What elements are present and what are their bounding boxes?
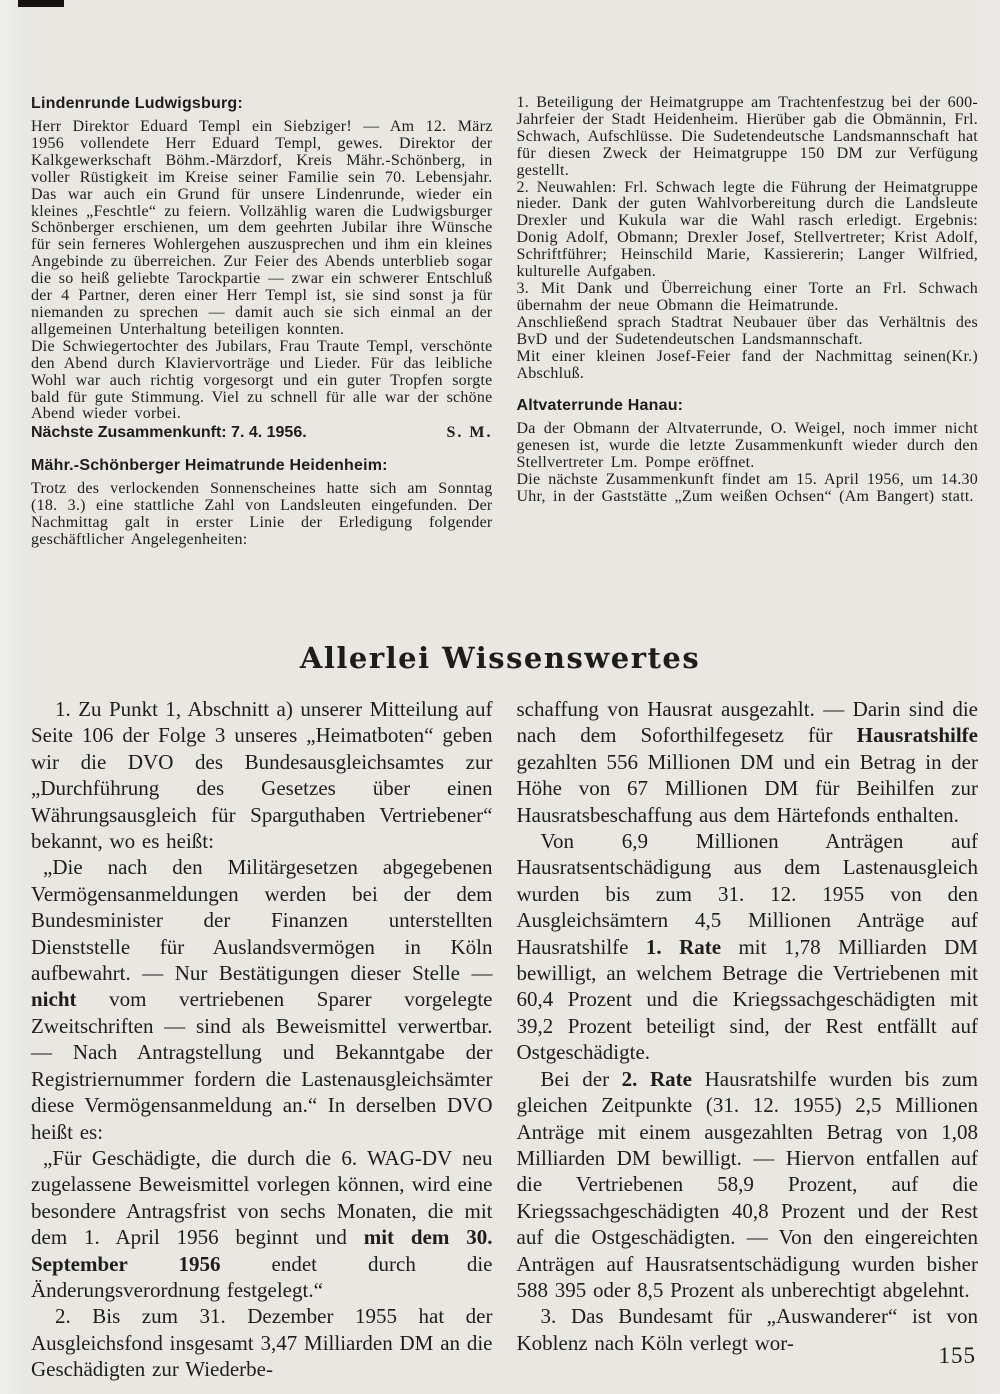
- body-paragraph: Trotz des verlockenden Sonnenscheines hatte sich am Sonntag (18. 3.) eine stattliche Zahl von Landsleuten eingefunden. Der Nachmittag galt in erster Linie der Erledigung folgender geschäftlicher Angelegenheiten:: [31, 480, 493, 549]
- local-news-right-column: [517, 95, 979, 549]
- article-paragraph: „Die nach den Militärgesetzen abgegebenen Vermögensanmeldungen werden bei der dem Bundesminister der Finanzen unterstellten Dienststelle für Auslandsvermögen in Köln aufbewahrt. — Nur Bestätigungen dieser Stelle — nicht vom vertriebenen Sparer vorgelegte Zweitschriften — sind als Beweismittel verwertbar. — Nach Antragstellung und Bekanntgabe der Registriernummer fordern die Lastenausgleichsämter diese Vermögensanmeldung an.“ In derselben DVO heißt es:: [31, 855, 493, 1144]
- author-initials: S. M.: [446, 424, 493, 442]
- section-heading-heimatrunde-heidenheim: Mähr.-Schönberger Heimatrunde Heidenheim:: [31, 457, 388, 475]
- bold-emphasis: 1. Rate: [645, 934, 722, 959]
- page-number: 155: [938, 1343, 976, 1368]
- article-paragraph: Von 6,9 Millionen Anträgen auf Hausratsentschädigung aus dem Lastenausgleich wurden bis zum 31. 12. 1955 von den Ausgleichsämtern 4,5 Millionen Anträge auf Hausratshilfe 1. Rate mit 1,78 Milliarden DM bewilligt, an welchem Betrage die Vertriebenen mit 60,4 Prozent und die Kriegssachgeschädigten mit 39,2 Prozent beteiligt sind, der Rest entfällt auf Ostgeschädigte.: [516, 829, 978, 1065]
- body-paragraph: Die Schwiegertochter des Jubilars, Frau Traute Templ, verschönte den Abend durch Klaviervorträge und Lieder. Für das leibliche Wohl war auch richtig vorgesorgt und ein guter Tropfen sorgte bald für gute Stimmung. Viel zu schnell für alle war der schöne Abend wieder vorbei.: [31, 337, 493, 423]
- article-paragraph: 1. Zu Punkt 1, Abschnitt a) unserer Mitteilung auf Seite 106 der Folge 3 unseres „Heimatboten“ geben wir die DVO des Bundesausgleichsamtes zur „Durchführung des Gesetzes über einen Währungsausgleich für Sparguthaben Vertriebener“ bekannt, wo es heißt:: [31, 697, 493, 854]
- article-paragraph: „Für Geschädigte, die durch die 6. WAG-DV neu zugelassene Beweismittel vorlegen können, wird eine besondere Antragsfrist von sechs Monaten, die mit dem 1. April 1956 beginnt und mit dem 30. September 1956 endet durch die Änderungsverordnung festgelegt.“: [31, 1145, 493, 1302]
- next-meeting-label: Nächste Zusammenkunft: 7. 4. 1956.: [31, 424, 307, 442]
- article-paragraph: Bei der 2. Rate Hausratshilfe wurden bis zum gleichen Zeitpunkte (31. 12. 1955) 2,5 Millionen Anträge mit einem ausgezahlten Betrag von 1,08 Milliarden DM bewilligt. — Hiervon entfallen auf die Vertriebenen 58,9 Prozent, auf die Kriegssachgeschädigten 40,8 Prozent und der Rest auf die Ostgeschädigten. — Von den eingereichten Anträgen auf Hausratsentschädigung wurden bisher 588 395 oder 8,5 Prozent als unberechtigt abgelehnt.: [516, 1066, 978, 1302]
- body-paragraph: Anschließend sprach Stadtrat Neubauer über das Verhältnis des BvD und der Sudetendeutschen Landsmannschaft.: [516, 313, 978, 348]
- article-paragraph: 3. Das Bundesamt für „Auswanderer“ ist von Koblenz nach Köln verlegt wor-: [516, 1304, 978, 1355]
- local-news-left-column: [31, 95, 493, 549]
- numbered-item: 3. Mit Dank und Überreichung einer Torte an Frl. Schwach übernahm der neue Obmann die Heimatrunde.: [516, 279, 978, 314]
- bold-emphasis: 2. Rate: [621, 1066, 692, 1091]
- section-heading-lindenrunde-ludwigsburg: Lindenrunde Ludwigsburg:: [31, 95, 243, 112]
- article-paragraph: 2. Bis zum 31. Dezember 1955 hat der Ausgleichsfond insgesamt 3,47 Milliarden DM an die Geschädigten zur Wiederbe-: [31, 1304, 493, 1382]
- local-news-band: [31, 95, 978, 549]
- closing-line: (Kr.) Mit einer kleinen Josef-Feier fand der Nachmittag seinen Abschluß.: [516, 347, 978, 382]
- article-title: Allerlei Wissenswertes: [299, 641, 701, 675]
- bold-emphasis: Hausratshilfe: [856, 723, 978, 748]
- section-heading-altvaterrunde-hanau: Altvaterrunde Hanau:: [516, 397, 684, 415]
- bold-emphasis: nicht: [31, 987, 77, 1012]
- body-paragraph: Da der Obmann der Altvaterrunde, O. Weigel, noch immer nicht genesen ist, wurde die letzte Zusammenkunft wieder durch den Stellvertreter Lm. Pompe eröffnet.: [516, 420, 978, 472]
- bold-emphasis: mit dem 30. September 1956: [31, 1225, 493, 1276]
- article-left-column: [31, 696, 493, 1383]
- article-paragraph: schaffung von Hausrat ausgezahlt. — Darin sind die nach dem Soforthilfegesetz für Hausratshilfe gezahlten 556 Millionen DM und ein Betrag in der Höhe von 67 Millionen DM für Beihilfen zur Hausratsbeschaffung aus dem Härtefonds enthalten.: [516, 697, 978, 827]
- author-initials: (Kr.): [946, 347, 978, 365]
- scan-artifact-mark: [18, 0, 64, 7]
- article-band: [31, 696, 978, 1383]
- article-right-column: [517, 696, 979, 1383]
- next-meeting-row: [31, 424, 493, 442]
- body-paragraph: Die nächste Zusammenkunft findet am 15. April 1956, um 14.30 Uhr, in der Gaststätte „Zum weißen Ochsen“ (Am Bangert) statt.: [516, 471, 978, 506]
- body-paragraph: Herr Direktor Eduard Templ ein Siebziger! — Am 12. März 1956 vollendete Herr Eduard Templ, gewes. Direktor der Kalkgewerkschaft Böhm.-Märzdorf, Kreis Mähr.-Schönberg, in voller Rüstigkeit im Kreise seiner Familie sein 70. Lebensjahr. Das war auch ein Grund für unsere Lindenrunde, wieder ein kleines „Feschtle“ zu feiern. Vollzählig waren die Ludwigsburger Schönberger erschienen, um dem geehrten Jubilar ihre Wünsche für sein ferneres Wohlergehen auszusprechen und ihm ein kleines Angebinde zu überreichen. Zur Feier des Abends unterblieb sogar die so heiß geliebte Tarockpartie — zwar ein schwerer Entschluß der 4 Partner, deren einer Herr Templ ist, sie sind sonst ja für niemanden zu sprechen — damit auch sie sich einmal an der allgemeinen Unterhaltung beteiligen konnten.: [31, 118, 493, 338]
- numbered-item: 1. Beteiligung der Heimatgruppe am Trachtenfestzug bei der 600-Jahrfeier der Stadt Heidenheim. Hierüber gab die Obmännin, Frl. Schwach, Aufschlüsse. Die Sudetendeutsche Landsmannschaft hat für diesen Zweck der Heimatgruppe 150 DM zur Verfügung gestellt.: [516, 94, 978, 179]
- numbered-item: 2. Neuwahlen: Frl. Schwach legte die Führung der Heimatgruppe nieder. Dank der guten Wahlvorbereitung durch die Landsleute Drexler und Kukula war die Wahl rasch erledigt. Ergebnis: Donig Adolf, Obmann; Drexler Josef, Stellvertreter; Krist Adolf, Schriftführer; Heinschild Marie, Kassiererin; Langer Wilfried, kulturelle Aufgaben.: [516, 178, 978, 281]
